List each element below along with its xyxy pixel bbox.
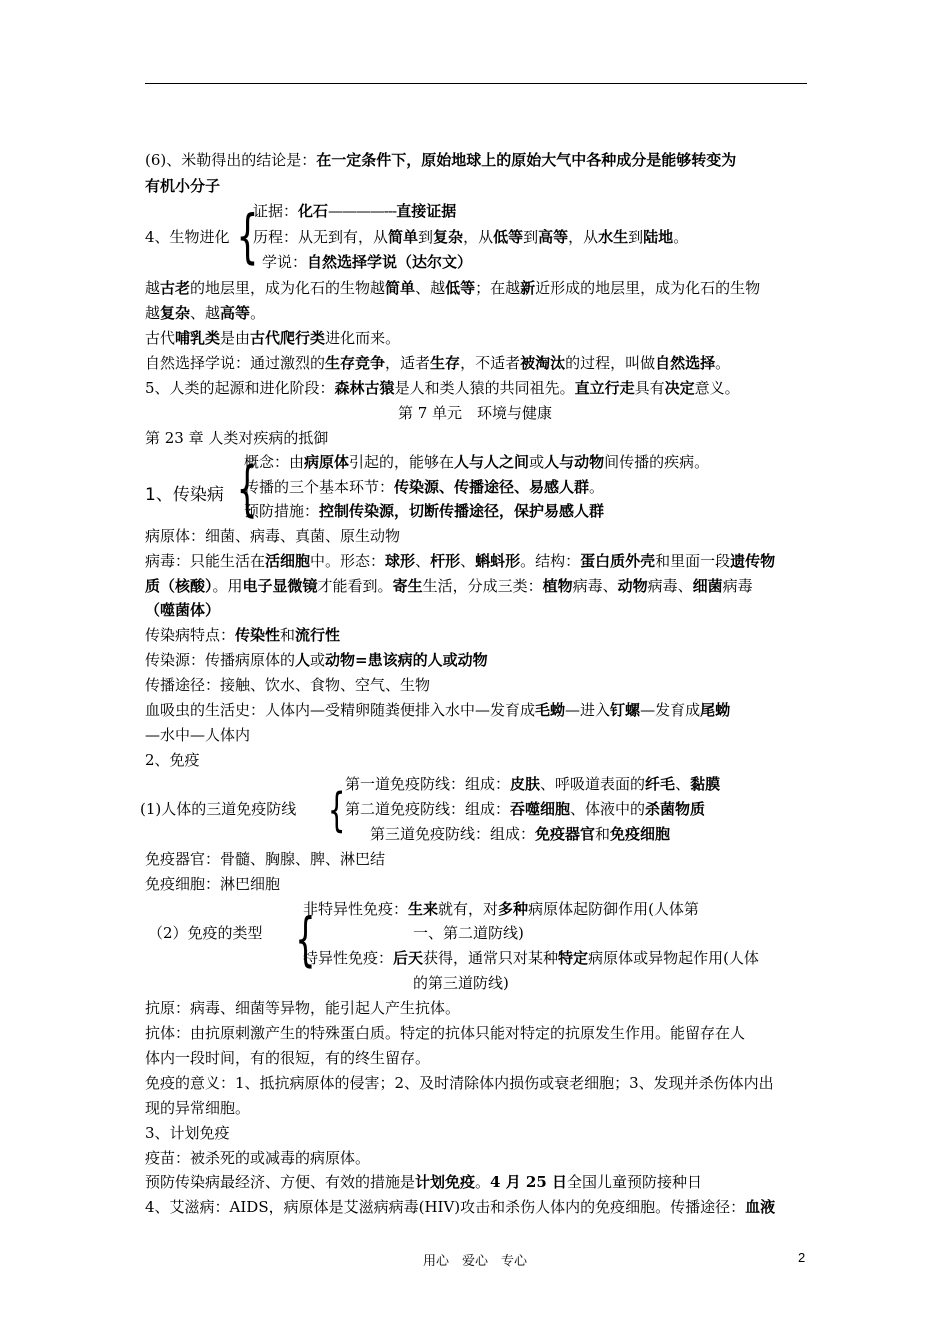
- antibody-2: 体内一段时间，有的很短，有的终生留存。: [145, 1049, 431, 1067]
- text: 意义。: [694, 379, 740, 397]
- text: 。用: [212, 577, 243, 595]
- bold-text: 低等: [493, 228, 524, 246]
- text: 。结构：: [520, 552, 581, 570]
- text: 间传播的疾病。: [604, 453, 710, 471]
- text: 传播的三个基本环节：: [244, 478, 395, 496]
- text: 证据：: [253, 202, 299, 220]
- nonspecific-immunity: [303, 899, 699, 919]
- bold-text: 在一定条件下，原始地球上的原始大气中各种成分是能够转变为: [316, 151, 737, 169]
- text: 历程：从无到有，从: [253, 228, 389, 246]
- bold-text: 复杂: [160, 304, 191, 322]
- bold-text: 人与动物: [544, 453, 605, 471]
- bold-text: 生存竞争: [325, 354, 386, 372]
- text: 。: [250, 304, 266, 322]
- left-brace-icon: {: [236, 454, 258, 524]
- text: 第二道免疫防线：组成：: [345, 800, 511, 818]
- text: —进入: [565, 701, 611, 719]
- text: 才能看到。: [317, 577, 393, 595]
- bold-text: 动物: [617, 577, 648, 595]
- bold-text: 陆地: [643, 228, 674, 246]
- bold-text: 哺乳类: [175, 329, 221, 347]
- bold-text: 多种: [498, 900, 529, 918]
- infection-source: [145, 650, 488, 670]
- virus-line-2: [145, 576, 753, 596]
- bold-text: 后天: [393, 949, 424, 967]
- virus-line-1: [145, 551, 775, 571]
- text: 、: [675, 775, 691, 793]
- text: 到: [523, 228, 539, 246]
- text: 、: [415, 552, 431, 570]
- text: 就有，对: [438, 900, 499, 918]
- left-brace-icon: {: [236, 202, 259, 270]
- bold-text: 纤毛: [645, 775, 676, 793]
- bold-text: 植物: [542, 577, 573, 595]
- immune-meaning-2: 现的异常细胞。: [145, 1099, 251, 1117]
- bold-text: 皮肤: [510, 775, 541, 793]
- text: 非特异性免疫：: [303, 900, 409, 918]
- transmission-route: 传播途径：接触、饮水、食物、空气、生物: [145, 676, 431, 694]
- text: 传染源：传播病原体的: [145, 651, 296, 669]
- left-brace-icon: {: [327, 783, 346, 837]
- nonspecific-immunity-cont: 一、第二道防线): [413, 924, 524, 942]
- text: 第一道免疫防线：组成：: [345, 775, 511, 793]
- bold-text: 免疫细胞: [610, 825, 671, 843]
- bold-text: 直接证据: [396, 202, 457, 220]
- text: 进化而来。: [325, 329, 401, 347]
- bold-text: 森林古猿: [334, 379, 395, 397]
- text: 。: [715, 354, 731, 372]
- dash-text: ————---: [328, 202, 397, 220]
- text: 。: [475, 1173, 491, 1191]
- text: 病毒：只能生活在: [145, 552, 266, 570]
- bold-text: 直立行走: [574, 379, 635, 397]
- text: 到: [628, 228, 644, 246]
- miller-conclusion-cont: [145, 176, 220, 196]
- text: 。: [589, 478, 605, 496]
- text: 生活，分成三类：: [422, 577, 543, 595]
- bold-text: 水生: [598, 228, 629, 246]
- bold-text: 高等: [220, 304, 251, 322]
- bold-text: 吞噬细胞: [510, 800, 571, 818]
- bold-text: 4 月 25 日: [490, 1173, 568, 1191]
- text: 是由: [220, 329, 251, 347]
- text: 古代: [145, 329, 176, 347]
- evolution-theory: [262, 252, 472, 272]
- fossil-line-1: [145, 278, 760, 298]
- text: ，从: [463, 228, 494, 246]
- text: 4、艾滋病：AIDS，病原体是艾滋病病毒(HIV)攻击和杀伤人体内的免疫细胞。传播途径：: [145, 1198, 746, 1216]
- evolution-label: 4、生物进化: [145, 228, 230, 246]
- bold-text: 人: [295, 651, 311, 669]
- infection-concept: [244, 452, 709, 472]
- text: 病原体起防御作用(人体第: [528, 900, 699, 918]
- antibody-1: 抗体：由抗原刺激产生的特殊蛋白质。特定的抗体只能对特定的抗原发生作用。能留存在人: [145, 1024, 746, 1042]
- bold-text: 自然选择学说（达尔文）: [307, 253, 473, 271]
- fluke-life-1: [145, 700, 730, 720]
- unit-title: 第 7 单元 环境与健康: [397, 404, 553, 422]
- bold-text: 钉螺: [610, 701, 641, 719]
- defense-line-1: [345, 774, 720, 794]
- text: 。: [673, 228, 689, 246]
- text: 病毒、: [572, 577, 618, 595]
- bold-text: 古代爬行类: [250, 329, 326, 347]
- immune-type-label: （2）免疫的类型: [148, 924, 263, 942]
- vaccine: 疫苗：被杀死的或减毒的病原体。: [145, 1149, 371, 1167]
- mammal-origin: [145, 328, 400, 348]
- text: 和: [280, 626, 296, 644]
- bold-text: 古老: [160, 279, 191, 297]
- text: 获得，通常只对某种: [423, 949, 559, 967]
- bold-text: 计划免疫: [415, 1173, 476, 1191]
- bold-text: 毛蚴: [535, 701, 566, 719]
- bold-text: 有机小分子: [145, 177, 221, 195]
- text: 的过程，叫做: [565, 354, 656, 372]
- text: ；在越: [475, 279, 521, 297]
- bold-text: 流行性: [295, 626, 341, 644]
- bold-text: 杀菌物质: [645, 800, 706, 818]
- prevention: [145, 1172, 702, 1192]
- bold-text: 电子显微镜: [242, 577, 318, 595]
- text: ，不适者: [460, 354, 521, 372]
- bold-text: 尾蚴: [700, 701, 731, 719]
- fluke-life-2: —水中—人体内: [145, 726, 251, 744]
- antigen: 抗原：病毒、细菌等异物，能引起人产生抗体。: [145, 999, 461, 1017]
- bold-text: 病原体: [304, 453, 350, 471]
- immune-organs: 免疫器官：骨髓、胸腺、脾、淋巴结: [145, 850, 386, 868]
- immunity-heading: 2、免疫: [145, 751, 200, 769]
- bold-text: 特定: [558, 949, 589, 967]
- bold-text: 寄生: [392, 577, 423, 595]
- bold-text: 质（核酸）: [145, 577, 213, 595]
- bold-text: 传染性: [235, 626, 281, 644]
- bold-text: 细菌: [692, 577, 723, 595]
- text: 的地层里，成为化石的生物越: [190, 279, 386, 297]
- bold-text: 高等: [538, 228, 569, 246]
- text: 和里面一段: [655, 552, 731, 570]
- bold-text: 活细胞: [265, 552, 311, 570]
- text: 中。形态：: [310, 552, 386, 570]
- bold-text: （噬菌体）: [145, 601, 221, 619]
- bold-text: 球形: [385, 552, 416, 570]
- text: 、: [460, 552, 476, 570]
- text: 病毒、: [647, 577, 693, 595]
- bold-text: 控制传染源，切断传播途径，保护易感人群: [319, 502, 605, 520]
- text: 传染病特点：: [145, 626, 236, 644]
- text: ，从: [568, 228, 599, 246]
- infection-features: [145, 625, 340, 645]
- bold-text: 低等: [445, 279, 476, 297]
- bold-text: 动物=患该病的人或动物: [325, 651, 488, 669]
- text: 、越: [190, 304, 221, 322]
- chapter-title: 第 23 章 人类对疾病的抵御: [145, 429, 329, 447]
- bold-text: 传染源、传播途径、易感人群: [394, 478, 590, 496]
- bold-text: 生来: [408, 900, 439, 918]
- text: 引起的，能够在: [349, 453, 455, 471]
- evolution-evidence: [253, 201, 456, 221]
- text: 病原体或异物起作用(人体: [588, 949, 759, 967]
- bold-text: 遗传物: [730, 552, 776, 570]
- defense-label: (1)人体的三道免疫防线: [140, 800, 297, 818]
- infection-prevention: [244, 501, 604, 521]
- infection-links: [244, 477, 604, 497]
- fossil-line-2: [145, 303, 265, 323]
- specific-immunity-cont: 的第三道防线): [413, 974, 509, 992]
- bold-text: 黏膜: [690, 775, 721, 793]
- header-rule: [145, 83, 807, 84]
- text: 具有: [634, 379, 665, 397]
- bold-text: 自然选择: [655, 354, 716, 372]
- bold-text: 蛋白质外壳: [580, 552, 656, 570]
- bold-text: 决定: [664, 379, 695, 397]
- bold-text: 被淘汰: [520, 354, 566, 372]
- aids: [145, 1197, 775, 1217]
- bold-text: 生存: [430, 354, 461, 372]
- text: 是人和类人猿的共同祖先。: [394, 379, 575, 397]
- defense-line-2: [345, 799, 705, 819]
- text: ，适者: [385, 354, 431, 372]
- evolution-path: [253, 227, 688, 247]
- text: 5、人类的起源和进化阶段：: [145, 379, 335, 397]
- text: 或: [310, 651, 326, 669]
- miller-conclusion: [145, 150, 736, 170]
- text: 预防措施：: [244, 502, 320, 520]
- planned-immunity-heading: 3、计划免疫: [145, 1124, 230, 1142]
- specific-immunity: [303, 948, 759, 968]
- text: (6)、米勒得出的结论是：: [145, 151, 317, 169]
- text: 全国儿童预防接种日: [567, 1173, 703, 1191]
- virus-line-3: [145, 600, 220, 620]
- text: 、体液中的: [570, 800, 646, 818]
- text: 越: [145, 279, 161, 297]
- text: 越: [145, 304, 161, 322]
- infection-label: 1、传染病: [145, 485, 224, 505]
- bold-text: 复杂: [433, 228, 464, 246]
- bold-text: 血液: [745, 1198, 776, 1216]
- text: 近形成的地层里，成为化石的生物: [535, 279, 761, 297]
- page-number: 2: [798, 1250, 806, 1265]
- text: 和: [595, 825, 611, 843]
- bold-text: 免疫器官: [535, 825, 596, 843]
- bold-text: 蝌蚪形: [475, 552, 521, 570]
- left-brace-icon: {: [295, 905, 316, 973]
- page-footer: 用心 爱心 专心: [422, 1254, 527, 1269]
- text: 、越: [415, 279, 446, 297]
- immune-meaning-1: 免疫的意义：1、抵抗病原体的侵害；2、及时清除体内损伤或衰老细胞；3、发现并杀伤体内出: [145, 1074, 774, 1092]
- pathogen-types: 病原体：细菌、病毒、真菌、原生动物: [145, 527, 401, 545]
- natural-selection: [145, 353, 730, 373]
- bold-text: 简单: [385, 279, 416, 297]
- defense-line-3: [370, 824, 670, 844]
- text: 血吸虫的生活史：人体内—受精卵随粪便排入水中—发育成: [145, 701, 536, 719]
- human-origin: [145, 378, 740, 398]
- text: 到: [418, 228, 434, 246]
- text: 特异性免疫：: [303, 949, 394, 967]
- bold-text: 化石: [298, 202, 329, 220]
- bold-text: 人与人之间: [454, 453, 530, 471]
- text: 自然选择学说：通过激烈的: [145, 354, 326, 372]
- immune-cells: 免疫细胞：淋巴细胞: [145, 875, 281, 893]
- text: 第三道免疫防线：组成：: [370, 825, 536, 843]
- text: 预防传染病最经济、方便、有效的措施是: [145, 1173, 416, 1191]
- text: 病毒: [722, 577, 753, 595]
- bold-text: 新: [520, 279, 536, 297]
- text: 学说：: [262, 253, 308, 271]
- bold-text: 杆形: [430, 552, 461, 570]
- text: 概念：由: [244, 453, 305, 471]
- bold-text: 简单: [388, 228, 419, 246]
- text: —发育成: [640, 701, 701, 719]
- text: 、呼吸道表面的: [540, 775, 646, 793]
- text: 或: [529, 453, 545, 471]
